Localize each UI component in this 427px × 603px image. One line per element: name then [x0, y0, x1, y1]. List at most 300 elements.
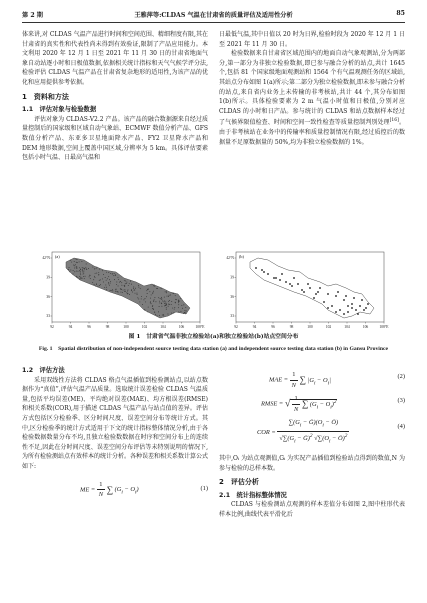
station-dot: [77, 268, 78, 269]
station-dot: [121, 289, 122, 290]
station-dot: [109, 285, 110, 286]
station-dot: [134, 290, 135, 291]
lat-tick-label: 36: [46, 294, 50, 299]
station-dot: [168, 306, 169, 307]
station-dot: [150, 301, 151, 302]
station-dot: [339, 309, 341, 311]
station-dot: [80, 271, 81, 272]
equation-me: ME = $\frac{1}{N}$ ∑ $(G_i - O_i)$ (1): [80, 480, 208, 499]
lon-tick-label: 94: [68, 325, 73, 329]
station-dot: [164, 297, 165, 298]
station-dot: [81, 261, 82, 262]
station-dot: [291, 285, 293, 287]
station-dot: [140, 288, 141, 289]
station-dot: [175, 299, 176, 300]
station-dot: [150, 298, 151, 299]
station-dot: [106, 280, 107, 281]
station-dot: [178, 302, 179, 303]
station-dot: [83, 276, 84, 277]
station-dot: [255, 267, 257, 269]
station-dot: [164, 300, 165, 301]
test-data-text-tail: 。由于非考核站在业务中的传输率和质量控制情况有限,经过质控后的数据量不足原数据量的 50%,均为非独立检验数据的 1%。: [219, 119, 405, 146]
station-dot: [100, 284, 101, 285]
station-dot: [361, 299, 363, 301]
station-dot: [313, 297, 315, 299]
station-dot: [170, 295, 171, 296]
station-dot: [128, 285, 129, 286]
station-dot: [118, 277, 119, 278]
station-dot: [108, 283, 109, 284]
station-dot: [70, 269, 71, 270]
station-dot: [120, 281, 121, 282]
station-dot: [319, 287, 321, 289]
station-dot: [137, 297, 138, 298]
station-dot: [175, 295, 176, 296]
subsection-heading-1-1: 1.1 评估对象与检验数据: [22, 106, 97, 114]
station-dot: [132, 292, 133, 293]
station-dot: [301, 289, 303, 291]
station-dot: [143, 299, 144, 300]
lat-tick-label: 33: [230, 314, 234, 319]
station-dot: [186, 311, 187, 312]
station-dot: [315, 293, 317, 295]
panel-label: (a): [55, 254, 60, 259]
station-dot: [331, 305, 333, 307]
station-dot: [83, 273, 84, 274]
station-dot: [154, 299, 155, 300]
station-dot: [100, 279, 101, 280]
station-dot: [184, 310, 185, 311]
section-heading-1: 1 资料和方法: [22, 92, 69, 101]
station-dot: [79, 279, 80, 280]
station-dot: [154, 312, 155, 313]
station-dot: [127, 293, 128, 294]
station-dot: [154, 286, 155, 287]
station-dot: [327, 293, 329, 295]
station-dot: [171, 301, 172, 302]
station-dot: [144, 309, 145, 310]
station-dot: [157, 315, 158, 316]
station-dot: [174, 309, 175, 310]
station-dot: [343, 299, 345, 301]
station-dot: [126, 282, 127, 283]
paragraph-evaluation-object: 评估对象为 CLDAS-V2.2 产品。该产品的融合数据源来自经过质量控制后的国家级和区域自动气象站、ECMWF 数值分析产品、GFS 数值分析产品、东亚多卫星地面降水产品、FY2 卫星降水产品和 DEM 地形数据,空间上覆盖中国区域,分辨率为 5 km。具体评估要素包括小时气温、日最高气温和: [22, 115, 208, 162]
station-dot: [103, 274, 104, 275]
station-dot: [178, 307, 179, 308]
eq2-lhs: MAE =: [269, 376, 289, 384]
station-dot: [135, 293, 136, 294]
station-dot: [152, 305, 153, 306]
station-dot: [94, 284, 95, 285]
station-dot: [347, 305, 349, 307]
station-dot: [355, 309, 357, 311]
station-dot: [82, 278, 83, 279]
station-dot: [69, 271, 70, 272]
station-dot: [115, 291, 116, 292]
station-dot: [79, 267, 80, 268]
station-dot: [160, 298, 161, 299]
station-dot: [155, 314, 156, 315]
station-dot: [309, 287, 311, 289]
station-dot: [164, 305, 165, 306]
station-dot: [93, 279, 94, 280]
lon-tick-label: 100: [307, 325, 313, 329]
station-dot: [141, 296, 142, 297]
station-dot: [263, 271, 265, 273]
station-dot: [158, 297, 159, 298]
station-dot: [162, 315, 163, 316]
lon-tick-label: 104: [160, 325, 166, 329]
station-dot: [112, 289, 113, 290]
station-dot: [185, 312, 186, 313]
station-dot: [124, 289, 125, 290]
station-dot: [80, 278, 81, 279]
paragraph-daily-extremes: 日最低气温,其中日值以 20 时为日界,检验时段为 2020 年 12 月 1 日至 2021 年 11 月 30 日。: [219, 31, 405, 48]
running-header: [22, 10, 405, 22]
station-dot: [82, 269, 83, 270]
station-dot: [152, 306, 153, 307]
station-dot: [166, 307, 167, 308]
station-dot: [118, 279, 119, 280]
station-dot: [125, 280, 126, 281]
station-dot: [154, 285, 155, 286]
station-dot: [76, 276, 77, 277]
station-dot: [175, 302, 176, 303]
station-dot: [171, 313, 172, 314]
map-panel-b: [222, 248, 390, 330]
station-dot: [77, 262, 78, 263]
station-dot: [69, 271, 70, 272]
station-dot: [126, 283, 127, 284]
station-dot: [164, 301, 165, 302]
station-dot: [135, 288, 136, 289]
station-dot: [124, 280, 125, 281]
test-data-text: 检验数据来自甘肃省区域范围内的地面自动气象观测站,分为两部分,第一部分为非独立检验数据,即已参与融合分析的站点,共计 1645 个,包括 81 个国家级地面观测站和 1564 个有气温观测任务的区域站,其站点分布如图 1(a)所示;第二部分为独立检验数据,即未参与融合分析的站点,来自省内业务上未传输的非考核站,共计 44 个,其分布如图 1(b)所示。具体检验要素为 2 m 气温小时值和日极值,分别对应 CLDAS 的小时和日产品。参与统计的 CLDAS 和站点数据样本经过了气候界限值检查、时间和空间一致性检查等质量控制判别处理: [219, 50, 405, 127]
station-dot: [110, 290, 111, 291]
station-dot: [173, 293, 174, 294]
station-dot: [102, 270, 103, 271]
station-dot: [281, 273, 283, 275]
station-dot: [152, 292, 153, 293]
station-dot: [297, 283, 299, 285]
station-dot: [167, 314, 168, 315]
station-dot: [337, 291, 339, 293]
left-column-lower: [22, 366, 208, 504]
station-dot: [147, 311, 148, 312]
station-dot: [115, 274, 116, 275]
station-dot: [133, 286, 134, 287]
station-dot: [120, 292, 121, 293]
station-dot: [122, 292, 123, 293]
station-dot: [80, 273, 81, 274]
station-dot: [107, 278, 108, 279]
citation: [16]: [389, 118, 399, 124]
station-dot: [184, 312, 185, 313]
station-dot: [179, 301, 180, 302]
station-dot: [117, 291, 118, 292]
station-dot: [83, 271, 84, 272]
station-dot: [84, 269, 85, 270]
station-dot: [303, 291, 305, 293]
station-dot: [74, 268, 75, 269]
station-dot: [76, 266, 77, 267]
station-dot: [165, 302, 166, 303]
station-dot: [159, 301, 160, 302]
station-dot: [180, 311, 181, 312]
paragraph-intro-end: 体来讲,对 CLDAS 气温产品进行时间和空间范围、精细程度有限,其在甘肃省的真实性和代表性尚未得到有效验证,限制了产品应用能力。本文利用 2020 年 12 月 1 日至 2021 年 11 月 30 日的甘肃省地面气象自动站逐小时和日极值数据,依据相关统计指标和天气气候学评分法,检验评估 CLDAS 气温产品在甘肃省复杂地形的适用性,为该产品的优化和应用提供参考依据。: [22, 31, 208, 86]
paragraph-method: 采用双线性方法将 CLDAS 格点气温插值到检验测站点,以站点数据作为“真值”,评估气温产品质量。选取统计误差检验 CLDAS 气温质量,包括平均误差(ME)、平均绝对误差(MAE)、均方根误差(RMSE)和相关系数(COR),用于描述 CLDAS 气温产品与站点值的差异。评估方式包括区分检验季、区分时间尺度、误差空间分布等统计方式。其中,区分检验季的统计方式适用于下文的统计指标整体情况分析,由于各检验数据数量分布不均,且独立检验数数据在时序和空间分布上的连续性不足,因此在分时间尺度、误差空间分布评估等未特别说明的情况下,为所有检验测站点有效样本的统计分析。各种误差和相关系数计算公式如下:: [22, 376, 209, 470]
station-dot: [146, 296, 147, 297]
station-dot: [161, 303, 162, 304]
station-dot: [365, 307, 367, 309]
station-dot: [293, 277, 295, 279]
station-dot: [113, 275, 114, 276]
station-dot: [96, 284, 97, 285]
station-dot: [115, 275, 116, 276]
station-dot: [155, 301, 156, 302]
lon-tick-label: 96: [87, 325, 91, 329]
station-dot: [98, 272, 99, 273]
station-dot: [96, 273, 97, 274]
paragraph-overall: CLDAS 与检验测站点观测的样本差值分布如图 2,图中柱形代表样本比例,曲线代表平滑化后: [219, 501, 405, 518]
station-dot: [182, 308, 183, 309]
lon-tick-label: 94: [252, 325, 257, 329]
station-dot: [289, 283, 291, 285]
eq4-lhs: COR =: [257, 428, 276, 436]
station-dot: [267, 273, 269, 275]
station-dot: [95, 286, 96, 287]
station-dot: [178, 301, 179, 302]
lon-tick-label: 100: [123, 325, 129, 329]
station-dot: [323, 301, 325, 303]
station-dot: [74, 265, 75, 266]
station-dot: [145, 298, 146, 299]
station-dot: [186, 313, 187, 314]
paragraph-test-data: [219, 49, 405, 147]
station-dot: [165, 303, 166, 304]
station-dot: [86, 269, 87, 270]
station-dot: [99, 269, 100, 270]
station-dot: [153, 291, 154, 292]
figure-1: [38, 248, 390, 330]
station-dot: [157, 288, 158, 289]
station-dot: [82, 270, 83, 271]
station-dot: [345, 295, 347, 297]
station-dot: [86, 268, 87, 269]
station-dot: [307, 283, 309, 285]
station-dot: [127, 291, 128, 292]
lon-tick-label: 108°E: [379, 325, 389, 329]
station-dot: [85, 276, 86, 277]
lon-tick-label: 106: [178, 325, 185, 329]
station-dot: [347, 311, 349, 313]
station-dot: [137, 294, 138, 295]
station-dot: [97, 267, 98, 268]
station-dot: [163, 315, 164, 316]
station-dot: [94, 276, 95, 277]
station-dot: [261, 269, 263, 271]
station-dot: [109, 279, 110, 280]
station-dot: [98, 286, 99, 287]
issue-label: 第 2 期: [22, 12, 43, 19]
station-dot: [80, 274, 81, 275]
station-dot: [335, 295, 337, 297]
lon-tick-label: 102: [141, 325, 148, 329]
station-dot: [129, 283, 130, 284]
station-dot: [96, 268, 97, 269]
station-dot: [110, 281, 111, 282]
station-dot: [176, 299, 177, 300]
station-dot: [118, 286, 119, 287]
station-dot: [161, 306, 162, 307]
station-dot: [285, 281, 287, 283]
station-dot: [75, 264, 76, 265]
station-dot: [86, 263, 87, 264]
station-dot: [166, 303, 167, 304]
station-dot: [138, 285, 139, 286]
station-dot: [79, 276, 80, 277]
station-dot: [168, 296, 169, 297]
station-dot: [126, 292, 127, 293]
station-dot: [121, 282, 122, 283]
station-dot: [128, 289, 129, 290]
station-dot: [83, 274, 84, 275]
station-dot: [133, 288, 134, 289]
station-dot: [108, 282, 109, 283]
eq2-number: (2): [397, 373, 405, 380]
station-dot: [335, 311, 337, 313]
station-dot: [124, 291, 125, 292]
lat-tick-label: 39: [46, 275, 50, 280]
station-dot: [98, 274, 99, 275]
station-dot: [69, 267, 70, 268]
figure-caption-en: Fig. 1 Spatial distribution of non-independent source testing data station (a) and independent source testing data station (b) in Gansu Province: [38, 346, 389, 352]
eq1-number: (1): [200, 484, 208, 492]
station-dot: [73, 265, 74, 266]
page-number: 85: [396, 10, 405, 17]
station-dot: [124, 285, 125, 286]
station-dot: [151, 303, 152, 304]
station-dot: [147, 289, 148, 290]
station-dot: [78, 271, 79, 272]
station-dot: [163, 314, 164, 315]
station-dot: [77, 277, 78, 278]
lon-tick-label: 102: [325, 325, 332, 329]
station-dot: [172, 293, 173, 294]
station-dot: [154, 297, 155, 298]
station-dot: [148, 307, 149, 308]
map-panel-a: [38, 248, 206, 330]
station-dot: [76, 259, 77, 260]
station-dot: [114, 279, 115, 280]
station-dot: [129, 294, 130, 295]
station-dot: [317, 291, 319, 293]
station-dot: [151, 294, 152, 295]
header-rule: [22, 22, 405, 23]
station-dot: [169, 300, 170, 301]
station-dot: [95, 273, 96, 274]
station-dot: [73, 273, 74, 274]
station-dot: [152, 293, 153, 294]
station-dot: [161, 299, 162, 300]
eq1-lhs: ME =: [80, 486, 96, 494]
station-dot: [121, 285, 122, 286]
subsection-heading-2-1: 2.1 统计指标整体情况: [219, 491, 287, 499]
equation-rmse: RMSE = √ $\frac{1}{N}$ ∑ $(G_i - O_i)^2$ (3): [261, 395, 405, 413]
eq4-number: (4): [397, 423, 405, 430]
station-dot: [159, 315, 160, 316]
lon-tick-label: 104: [344, 325, 350, 329]
station-dot: [181, 305, 182, 306]
right-column-upper: [219, 30, 405, 147]
station-dot: [153, 301, 154, 302]
station-dot: [152, 308, 153, 309]
station-dot: [105, 285, 106, 286]
station-dot: [153, 309, 154, 310]
station-dot: [367, 303, 369, 305]
eq3-lhs: RMSE =: [261, 400, 284, 408]
station-dot: [169, 295, 170, 296]
station-dot: [138, 287, 139, 288]
station-dot: [343, 313, 345, 315]
station-dot: [138, 299, 139, 300]
lon-tick-label: 106: [362, 325, 369, 329]
station-dot: [124, 286, 125, 287]
station-dot: [79, 261, 80, 262]
station-dot: [89, 275, 90, 276]
station-dot: [150, 302, 151, 303]
lat-tick-label: 42°N: [226, 256, 234, 261]
station-dot: [148, 289, 149, 290]
station-dot: [95, 277, 96, 278]
station-dot: [76, 262, 77, 263]
station-dot: [84, 278, 85, 279]
station-dot: [73, 270, 74, 271]
station-dot: [139, 301, 140, 302]
station-dot: [158, 311, 159, 312]
station-dot: [83, 268, 84, 269]
station-dot: [137, 293, 138, 294]
lon-tick-label: 92: [50, 325, 54, 329]
lon-tick-label: 98: [289, 325, 294, 329]
station-dot: [162, 301, 163, 302]
station-dot: [130, 281, 131, 282]
station-dot: [114, 273, 115, 274]
station-dot: [159, 306, 160, 307]
station-dot: [88, 268, 89, 269]
station-dot: [183, 304, 184, 305]
station-dot: [141, 298, 142, 299]
station-dot: [351, 307, 353, 309]
station-dot: [168, 304, 169, 305]
lon-tick-label: 98: [105, 325, 110, 329]
station-dot: [178, 311, 179, 312]
lat-tick-label: 39: [230, 275, 234, 280]
station-dot: [159, 302, 160, 303]
station-dot: [104, 287, 105, 288]
station-dot: [70, 260, 71, 261]
left-column-upper: [22, 30, 208, 163]
lon-tick-label: 92: [234, 325, 238, 329]
lat-tick-label: 42°N: [42, 256, 50, 261]
station-dot: [131, 284, 132, 285]
station-dot: [68, 269, 69, 270]
station-dot: [180, 298, 181, 299]
station-dot: [76, 271, 77, 272]
station-dot: [353, 297, 355, 299]
station-dot: [166, 291, 167, 292]
station-dot: [166, 309, 167, 310]
